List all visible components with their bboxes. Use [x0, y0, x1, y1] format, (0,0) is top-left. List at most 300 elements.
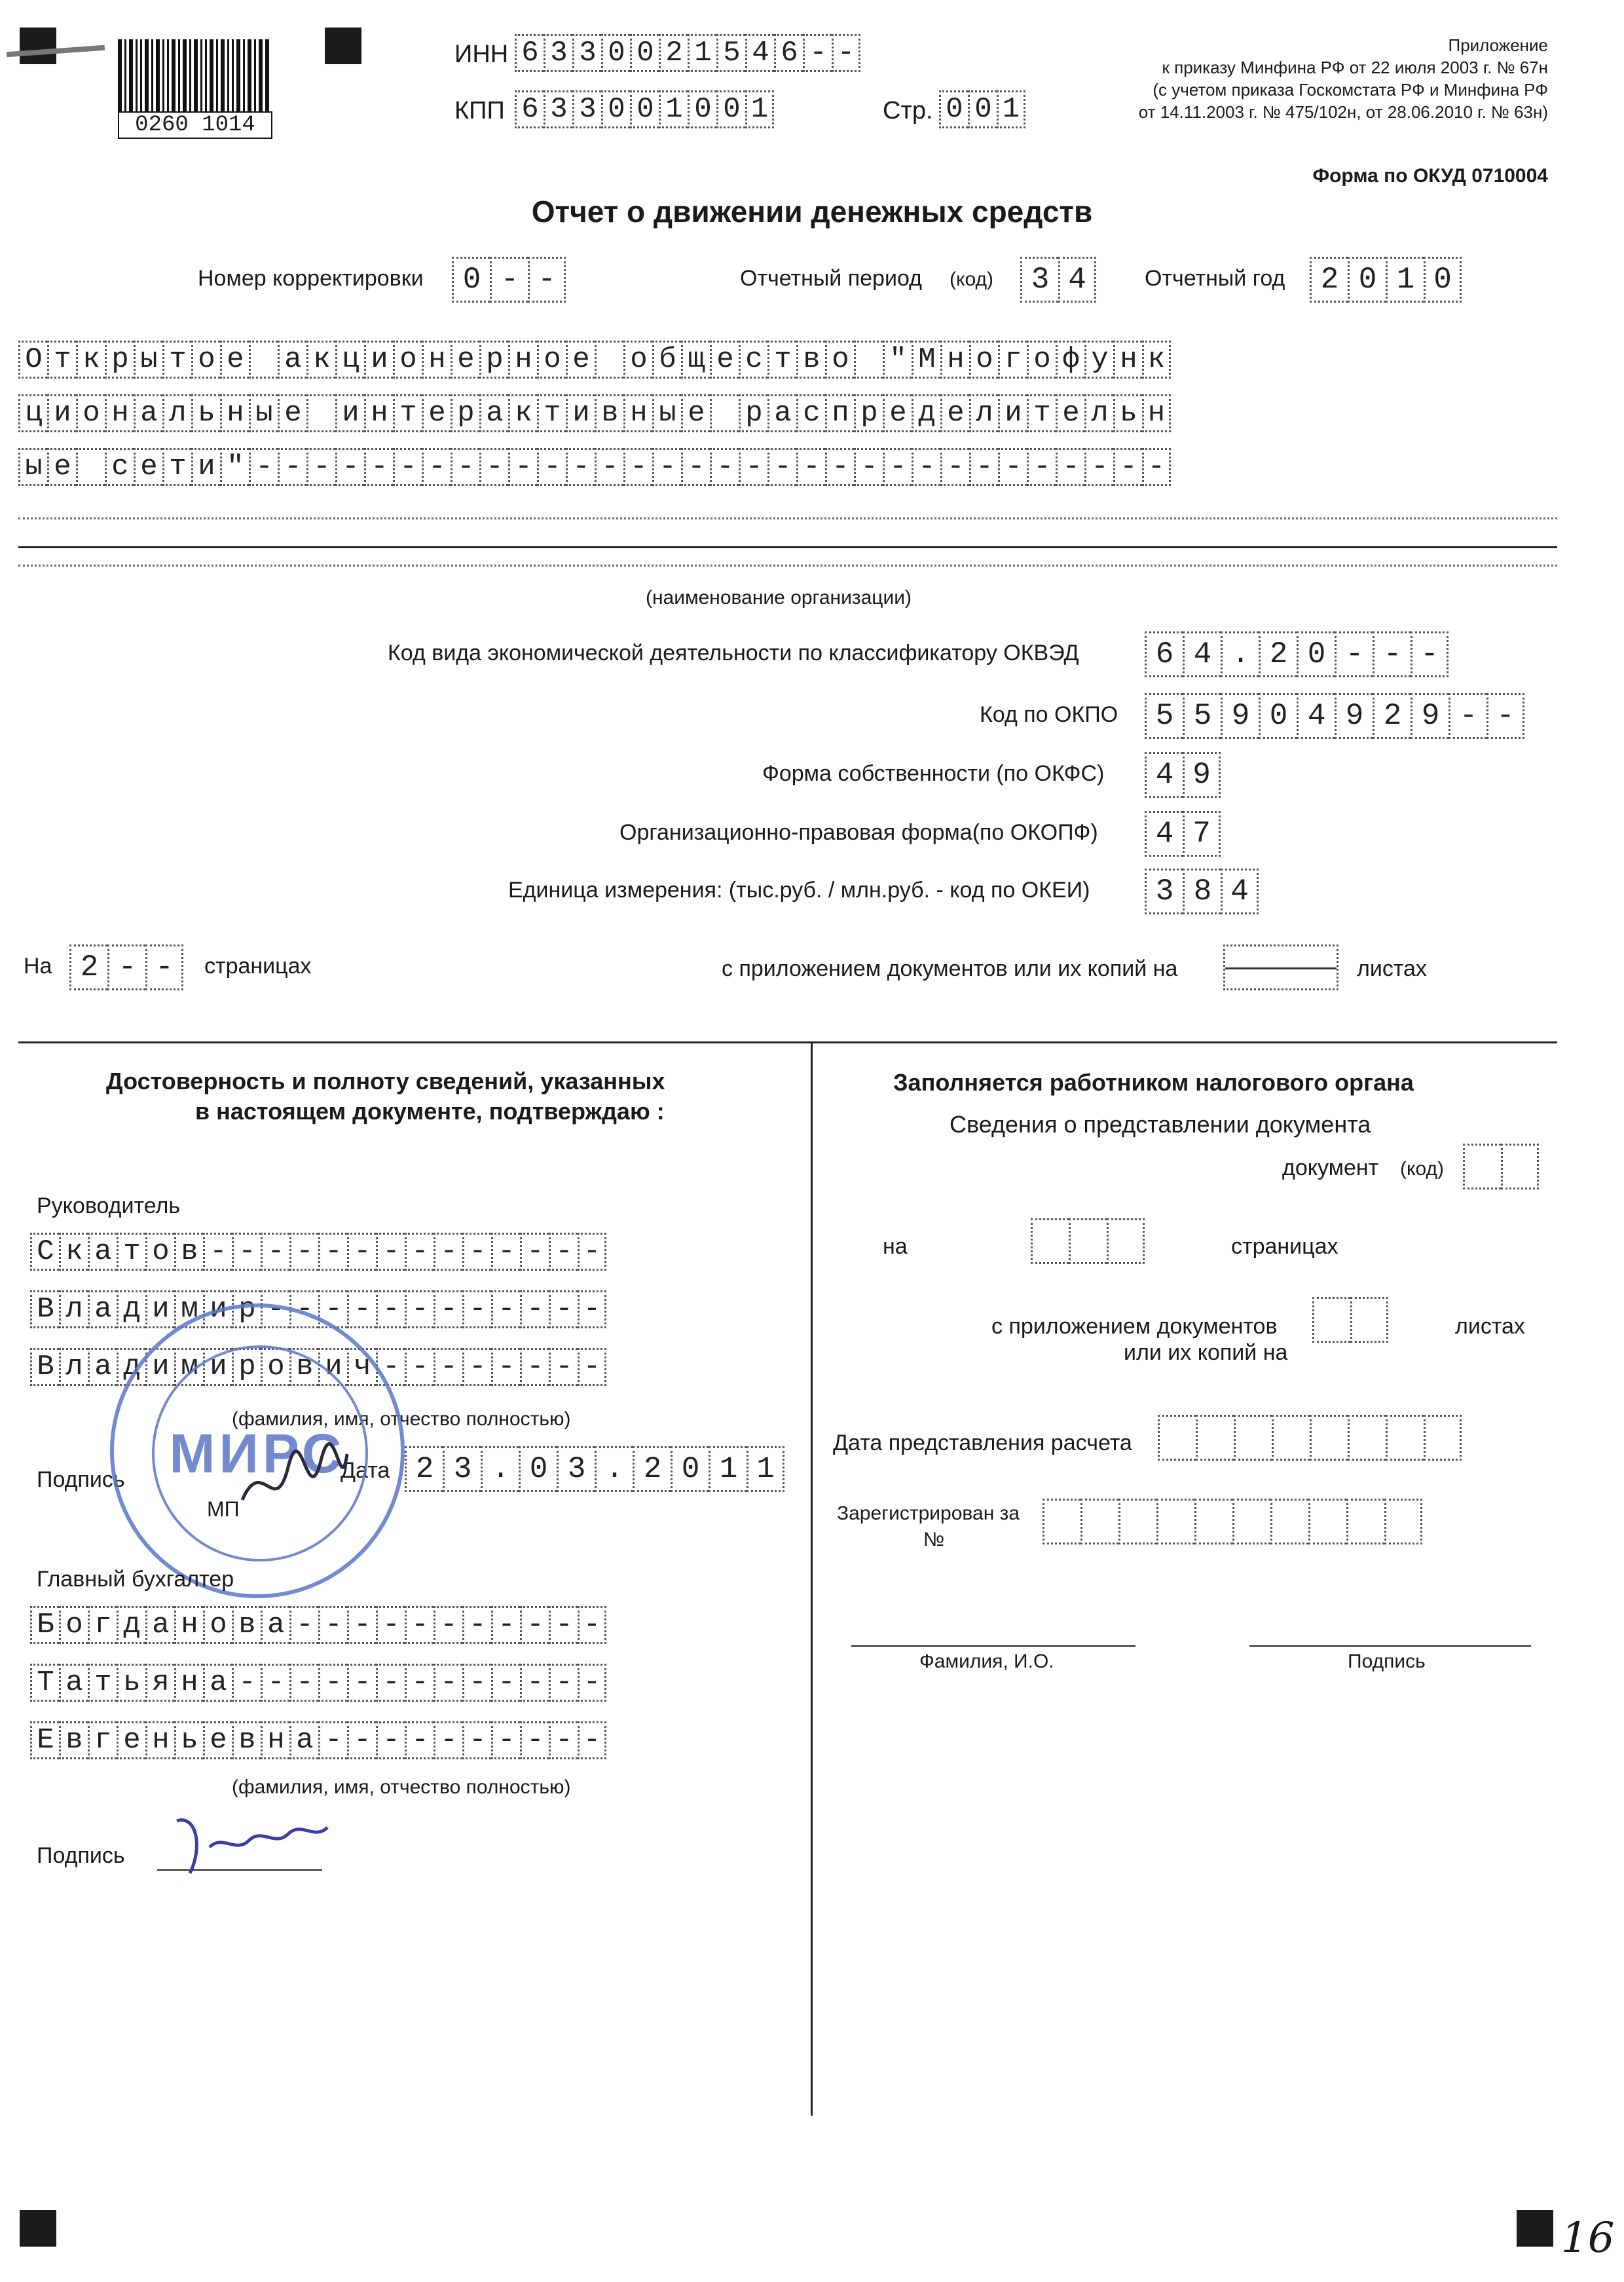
char-cell: -	[376, 1721, 405, 1759]
char-cell: о	[1027, 341, 1056, 379]
appendix-line: Приложение	[1448, 35, 1548, 55]
char-cell: а	[134, 394, 162, 432]
char-cell: с	[105, 448, 134, 486]
barcode-bars	[118, 39, 270, 118]
okpo-label: Код по ОКПО	[980, 702, 1118, 727]
char-cell	[1234, 1415, 1272, 1461]
char-cell	[1386, 1415, 1424, 1461]
char-cell: -	[549, 1290, 578, 1328]
accountant-fio-caption: (фамилия, имя, отчество полностью)	[232, 1776, 571, 1798]
char-cell: -	[508, 448, 537, 486]
char-cell: 9	[1183, 752, 1221, 798]
char-cell: н	[105, 394, 134, 432]
char-cell	[76, 448, 105, 486]
char-cell: в	[232, 1606, 261, 1644]
char-cell: р	[232, 1290, 261, 1328]
char-cell	[854, 341, 883, 379]
char-cell: е	[134, 448, 162, 486]
char-cell: н	[174, 1664, 203, 1702]
char-cell: и	[566, 394, 595, 432]
tax-officer-name-line	[851, 1645, 1135, 1647]
char-cell: -	[520, 1233, 549, 1271]
signing-date-grid	[405, 1446, 784, 1492]
char-cell: т	[537, 394, 566, 432]
char-cell: т	[767, 341, 796, 379]
char-cell: а	[289, 1721, 318, 1759]
char-cell: и	[145, 1348, 174, 1386]
char-cell	[1158, 1415, 1196, 1461]
char-cell: -	[520, 1721, 549, 1759]
char-cell: т	[393, 394, 422, 432]
appendix-note	[1139, 34, 1548, 123]
appendix-line: к приказу Минфина РФ от 22 июля 2003 г. № 67н	[1162, 58, 1548, 77]
char-cell: -	[1084, 448, 1113, 486]
char-cell: 9	[1411, 693, 1449, 739]
char-cell: 0	[630, 34, 659, 72]
char-cell: в	[595, 394, 623, 432]
char-cell: -	[434, 1721, 462, 1759]
char-cell: и	[145, 1290, 174, 1328]
char-cell: а	[278, 341, 306, 379]
char-cell: ф	[1056, 341, 1084, 379]
char-cell: -	[940, 448, 969, 486]
char-cell: -	[491, 1290, 520, 1328]
char-cell: а	[59, 1664, 88, 1702]
okved-label: Код вида экономической деятельности по классификатору ОКВЭД	[388, 641, 1079, 665]
char-cell: 5	[1183, 693, 1221, 739]
registration-marker-top-right	[325, 28, 361, 64]
char-cell: -	[652, 448, 681, 486]
char-cell: н	[261, 1721, 289, 1759]
inn-label: ИНН	[454, 41, 509, 68]
char-cell: ч	[347, 1348, 376, 1386]
char-cell: ы	[18, 448, 47, 486]
char-cell: к	[508, 394, 537, 432]
char-cell: г	[998, 341, 1027, 379]
char-cell: -	[405, 1721, 434, 1759]
char-cell: -	[376, 1290, 405, 1328]
char-cell: -	[578, 1290, 606, 1328]
organization-name-extra-row	[18, 565, 1557, 567]
okei-label: Единица измерения: (тыс.руб. / млн.руб. - код по ОКЕИ)	[508, 878, 1090, 903]
char-cell: а	[88, 1348, 117, 1386]
sheets-word: листах	[1357, 956, 1427, 981]
tax-attachments-line1: с приложением документов	[991, 1314, 1278, 1339]
char-cell: е	[566, 341, 595, 379]
char-cell: п	[825, 394, 854, 432]
char-cell: а	[479, 394, 508, 432]
char-cell: 1	[709, 1446, 747, 1492]
char-cell: 4	[1297, 693, 1335, 739]
char-cell: е	[710, 341, 739, 379]
char-cell: н	[508, 341, 537, 379]
char-cell: е	[940, 394, 969, 432]
char-cell: Е	[30, 1721, 59, 1759]
char-cell: 3	[1145, 869, 1183, 914]
char-cell: -	[451, 448, 479, 486]
char-cell	[1118, 1499, 1156, 1544]
char-cell: .	[1221, 631, 1259, 677]
char-cell: -	[434, 1606, 462, 1644]
char-cell: -	[549, 1348, 578, 1386]
char-cell: -	[578, 1233, 606, 1271]
director-surname-grid	[30, 1233, 606, 1271]
char-cell: -	[491, 1348, 520, 1386]
char-cell: о	[623, 341, 652, 379]
okopf-label: Организационно-правовая форма(по ОКОПФ)	[619, 820, 1098, 845]
char-cell: -	[998, 448, 1027, 486]
char-cell: н	[364, 394, 393, 432]
char-cell: 2	[659, 34, 688, 72]
char-cell: 3	[557, 1446, 595, 1492]
char-cell: "	[883, 341, 912, 379]
char-cell: 1	[688, 34, 716, 72]
section-divider	[18, 1041, 1557, 1043]
char-cell: щ	[681, 341, 710, 379]
char-cell: у	[1084, 341, 1113, 379]
char-cell: -	[232, 1664, 261, 1702]
char-cell	[1310, 1415, 1348, 1461]
char-cell: 4	[1183, 631, 1221, 677]
char-cell: л	[59, 1348, 88, 1386]
char-cell: 4	[745, 34, 774, 72]
char-cell: 4	[1145, 752, 1183, 798]
char-cell	[1348, 1415, 1386, 1461]
char-cell: -	[1056, 448, 1084, 486]
char-cell: -	[912, 448, 940, 486]
tax-officer-signature-line	[1249, 1645, 1531, 1647]
chief-accountant-label: Главный бухгалтер	[37, 1567, 234, 1592]
char-cell: -	[462, 1664, 491, 1702]
column-divider	[811, 1041, 813, 2116]
char-cell: -	[289, 1664, 318, 1702]
char-cell	[1424, 1415, 1462, 1461]
char-cell: с	[739, 341, 767, 379]
organization-name-underline	[18, 546, 1557, 548]
char-cell: м	[174, 1348, 203, 1386]
char-cell	[1312, 1297, 1350, 1343]
char-cell: д	[117, 1290, 145, 1328]
char-cell: -	[261, 1664, 289, 1702]
char-cell: н	[940, 341, 969, 379]
char-cell	[595, 341, 623, 379]
char-cell: 9	[1335, 693, 1373, 739]
char-cell: 6	[515, 90, 544, 128]
char-cell: -	[595, 448, 623, 486]
char-cell: -	[1335, 631, 1373, 677]
char-cell: -	[434, 1290, 462, 1328]
okei-grid	[1145, 869, 1259, 914]
char-cell	[249, 341, 278, 379]
char-cell: т	[88, 1664, 117, 1702]
char-cell: -	[347, 1664, 376, 1702]
char-cell: о	[825, 341, 854, 379]
char-cell: а	[88, 1290, 117, 1328]
char-cell: е	[1056, 394, 1084, 432]
char-cell: 4	[1145, 811, 1183, 857]
barcode	[118, 39, 270, 138]
char-cell	[306, 394, 335, 432]
submission-date-grid[interactable]	[1158, 1415, 1462, 1461]
confirmation-heading-line2: в настоящем документе, подтверждаю :	[195, 1098, 665, 1125]
char-cell: -	[739, 448, 767, 486]
char-cell: 1	[659, 90, 688, 128]
char-cell: -	[1486, 693, 1524, 739]
char-cell: и	[318, 1348, 347, 1386]
char-cell: -	[854, 448, 883, 486]
char-cell	[1043, 1499, 1080, 1544]
char-cell: -	[549, 1233, 578, 1271]
okved-grid	[1145, 631, 1449, 677]
seal-text: МИРС	[169, 1423, 346, 1484]
char-cell: а	[767, 394, 796, 432]
char-cell: С	[30, 1233, 59, 1271]
char-cell: е	[451, 341, 479, 379]
registration-marker-top-left	[20, 28, 56, 64]
char-cell: -	[1113, 448, 1142, 486]
char-cell: -	[405, 1233, 434, 1271]
char-cell: -	[767, 448, 796, 486]
char-cell: ц	[18, 394, 47, 432]
tax-pages-grid[interactable]	[1031, 1218, 1145, 1264]
char-cell	[1384, 1499, 1422, 1544]
inn-grid	[515, 34, 860, 72]
char-cell: -	[520, 1290, 549, 1328]
tax-sheets-word: листах	[1455, 1314, 1525, 1339]
char-cell	[710, 394, 739, 432]
char-cell: 6	[1145, 631, 1183, 677]
char-cell: -	[520, 1348, 549, 1386]
accountant-name-grid	[30, 1664, 606, 1702]
char-cell: -	[318, 1606, 347, 1644]
char-cell: -	[261, 1233, 289, 1271]
char-cell: 2	[1310, 257, 1348, 303]
char-cell: и	[335, 394, 364, 432]
reporting-year-label: Отчетный год	[1145, 266, 1285, 291]
accountant-surname-grid	[30, 1606, 606, 1644]
char-cell: ь	[1113, 394, 1142, 432]
char-cell: -	[393, 448, 422, 486]
char-cell: е	[681, 394, 710, 432]
okud-form-code: Форма по ОКУД 0710004	[1312, 165, 1548, 187]
char-cell: -	[376, 1233, 405, 1271]
char-cell: -	[566, 448, 595, 486]
char-cell: н	[1142, 394, 1171, 432]
char-cell: -	[578, 1606, 606, 1644]
char-cell: н	[220, 394, 249, 432]
char-cell: 6	[515, 34, 544, 72]
char-cell	[1346, 1499, 1384, 1544]
char-cell: 4	[1221, 869, 1259, 914]
char-cell: 3	[544, 90, 572, 128]
char-cell: 0	[452, 257, 490, 303]
char-cell: а	[88, 1233, 117, 1271]
char-cell: и	[364, 341, 393, 379]
char-cell: -	[520, 1664, 549, 1702]
char-cell: -	[537, 448, 566, 486]
char-cell: к	[59, 1233, 88, 1271]
char-cell: г	[88, 1606, 117, 1644]
char-cell: а	[203, 1664, 232, 1702]
char-cell: 0	[630, 90, 659, 128]
char-cell: -	[405, 1290, 434, 1328]
char-cell: о	[261, 1348, 289, 1386]
char-cell: о	[969, 341, 998, 379]
organization-name-row	[18, 341, 1171, 379]
char-cell: -	[232, 1233, 261, 1271]
char-cell	[1501, 1144, 1539, 1189]
char-cell: а	[145, 1606, 174, 1644]
char-cell: -	[405, 1664, 434, 1702]
char-cell: -	[107, 945, 145, 990]
char-cell: -	[462, 1721, 491, 1759]
document-code-label: документ	[1282, 1155, 1379, 1180]
char-cell: -	[462, 1606, 491, 1644]
char-cell: -	[318, 1721, 347, 1759]
organization-name-caption: (наименование организации)	[646, 587, 912, 608]
char-cell: в	[232, 1721, 261, 1759]
char-cell: -	[1142, 448, 1171, 486]
correction-number-label: Номер корректировки	[198, 266, 424, 291]
char-cell: 0	[1259, 693, 1297, 739]
char-cell: е	[47, 448, 76, 486]
reporting-period-grid	[1020, 257, 1096, 303]
char-cell: р	[451, 394, 479, 432]
attachment-sheets-field	[1223, 945, 1338, 990]
char-cell: -	[434, 1348, 462, 1386]
char-cell	[1350, 1297, 1388, 1343]
char-cell: М	[912, 341, 940, 379]
reporting-period-label: Отчетный период	[740, 266, 922, 291]
char-cell: р	[854, 394, 883, 432]
char-cell: и	[47, 394, 76, 432]
char-cell: е	[117, 1721, 145, 1759]
char-cell: о	[76, 394, 105, 432]
char-cell: 1	[745, 90, 774, 128]
char-cell: и	[203, 1348, 232, 1386]
char-cell: д	[912, 394, 940, 432]
char-cell: к	[76, 341, 105, 379]
char-cell: и	[191, 448, 220, 486]
char-cell: -	[335, 448, 364, 486]
tax-authority-heading: Заполняется работником налогового органа	[893, 1069, 1414, 1096]
char-cell: -	[405, 1348, 434, 1386]
appendix-line: от 14.11.2003 г. № 475/102н, от 28.06.2010 г. № 63н)	[1138, 102, 1548, 122]
char-cell: 2	[69, 945, 107, 990]
registration-number-grid[interactable]	[1043, 1499, 1422, 1544]
barcode-number: 0260 1014	[118, 111, 272, 139]
mp-label: МП	[207, 1497, 240, 1521]
char-cell: о	[393, 341, 422, 379]
char-cell	[1270, 1499, 1308, 1544]
char-cell: .	[595, 1446, 633, 1492]
char-cell: -	[825, 448, 854, 486]
char-cell: е	[883, 394, 912, 432]
char-cell: д	[117, 1606, 145, 1644]
char-cell: -	[623, 448, 652, 486]
char-cell: в	[174, 1233, 203, 1271]
char-cell: г	[88, 1721, 117, 1759]
char-cell: -	[549, 1721, 578, 1759]
signing-date-label: Дата	[341, 1458, 390, 1483]
appendix-line: (с учетом приказа Госкомстата РФ и Минфина РФ	[1153, 80, 1548, 100]
char-cell: -	[491, 1233, 520, 1271]
accountant-patronymic-grid	[30, 1721, 606, 1759]
char-cell: -	[578, 1664, 606, 1702]
char-cell: о	[59, 1606, 88, 1644]
char-cell: -	[549, 1606, 578, 1644]
char-cell: -	[278, 448, 306, 486]
char-cell: р	[105, 341, 134, 379]
char-cell: р	[232, 1348, 261, 1386]
char-cell: -	[347, 1606, 376, 1644]
tax-pages-on-label: на	[883, 1234, 908, 1259]
char-cell: е	[278, 394, 306, 432]
char-cell: -	[969, 448, 998, 486]
char-cell: Б	[30, 1606, 59, 1644]
char-cell: 6	[774, 34, 803, 72]
char-cell: -	[422, 448, 451, 486]
director-label: Руководитель	[37, 1193, 181, 1218]
char-cell: р	[479, 341, 508, 379]
char-cell: -	[376, 1606, 405, 1644]
char-cell: в	[59, 1721, 88, 1759]
char-cell: и	[998, 394, 1027, 432]
char-cell: я	[145, 1664, 174, 1702]
director-signature	[236, 1441, 354, 1526]
tax-officer-name-label: Фамилия, И.О.	[919, 1651, 1054, 1672]
char-cell: н	[422, 341, 451, 379]
char-cell: -	[1449, 693, 1486, 739]
char-cell: -	[318, 1233, 347, 1271]
kpp-grid	[515, 90, 774, 128]
document-code-grid[interactable]	[1463, 1144, 1539, 1189]
char-cell: 0	[688, 90, 716, 128]
char-cell: н	[145, 1721, 174, 1759]
char-cell: -	[364, 448, 393, 486]
char-cell: -	[318, 1290, 347, 1328]
char-cell: -	[479, 448, 508, 486]
char-cell: -	[803, 34, 832, 72]
char-cell: 1	[747, 1446, 784, 1492]
char-cell: -	[318, 1664, 347, 1702]
char-cell: е	[220, 341, 249, 379]
char-cell: 4	[1058, 257, 1096, 303]
char-cell: к	[306, 341, 335, 379]
char-cell: -	[145, 945, 183, 990]
char-cell	[1107, 1218, 1145, 1264]
char-cell	[1080, 1499, 1118, 1544]
char-cell: -	[1373, 631, 1411, 677]
char-cell: -	[347, 1721, 376, 1759]
char-cell: м	[174, 1290, 203, 1328]
char-cell: О	[18, 341, 47, 379]
char-cell	[1463, 1144, 1501, 1189]
char-cell: -	[306, 448, 335, 486]
reporting-year-grid	[1310, 257, 1462, 303]
char-cell: 9	[1221, 693, 1259, 739]
char-cell: с	[796, 394, 825, 432]
tax-sheets-grid[interactable]	[1312, 1297, 1388, 1343]
char-cell: 2	[1373, 693, 1411, 739]
okfs-grid	[1145, 752, 1221, 798]
char-cell: -	[434, 1233, 462, 1271]
char-cell: -	[462, 1290, 491, 1328]
char-cell: В	[30, 1348, 59, 1386]
char-cell: 3	[443, 1446, 481, 1492]
organization-name-extra-row	[18, 517, 1557, 519]
page-number-grid	[939, 90, 1025, 128]
